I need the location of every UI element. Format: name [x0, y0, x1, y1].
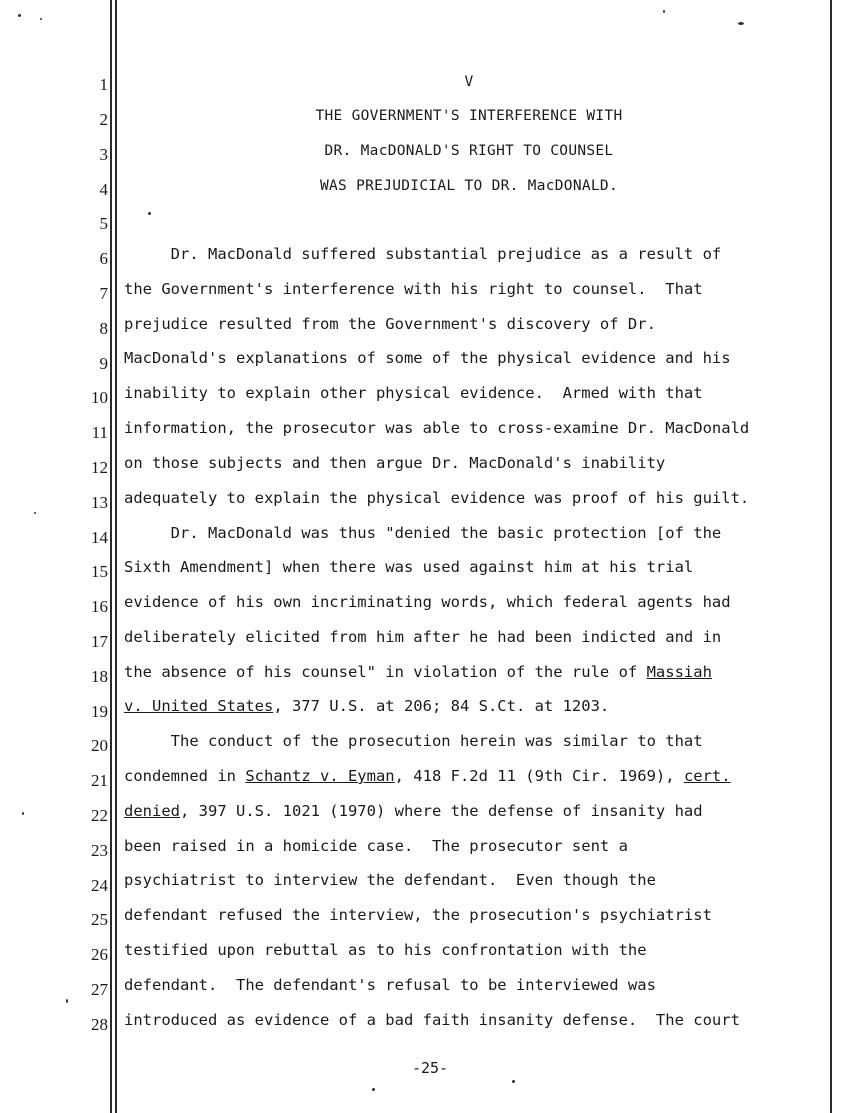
- body-line: The conduct of the prosecution herein was similar to that: [124, 732, 703, 750]
- body-line: testified upon rebuttal as to his confrontation with the: [124, 941, 647, 959]
- line-number: 25: [91, 910, 108, 929]
- line-number: 10: [91, 388, 108, 407]
- body-line: Dr. MacDonald suffered substantial prejudice as a result of: [124, 245, 722, 263]
- body-line: information, the prosecutor was able to cross-examine Dr. MacDonald: [124, 419, 750, 437]
- line-number: 26: [91, 945, 108, 964]
- body-text: , 397 U.S. 1021 (1970) where the defense of insanity had: [180, 802, 703, 820]
- body-line: [124, 801, 824, 821]
- body-line: defendant. The defendant's refusal to be interviewed was: [124, 976, 656, 994]
- scan-speck: [34, 512, 36, 514]
- line-number: 18: [91, 667, 108, 686]
- scan-speck: [148, 212, 151, 215]
- case-citation: Massiah: [646, 663, 712, 681]
- scan-speck: [512, 1080, 515, 1083]
- right-margin-rule: [830, 0, 832, 1113]
- case-citation: Schantz v. Eyman: [245, 767, 395, 785]
- left-margin-rule: [110, 0, 112, 1113]
- body-line: [124, 696, 824, 716]
- body-line: introduced as evidence of a bad faith insanity defense. The court: [124, 1011, 740, 1029]
- line-number: 6: [99, 249, 108, 268]
- scan-speck: [663, 10, 665, 13]
- body-line: evidence of his own incriminating words, which federal agents had: [124, 593, 731, 611]
- line-number: 16: [91, 597, 108, 616]
- body-line: Sixth Amendment] when there was used against him at his trial: [124, 558, 694, 576]
- body-line: the Government's interference with his right to counsel. That: [124, 280, 703, 298]
- line-number: 11: [91, 423, 108, 442]
- line-number: 22: [91, 806, 108, 825]
- section-heading-line: WAS PREJUDICIAL TO DR. MacDONALD.: [320, 178, 618, 194]
- line-number: 13: [91, 493, 108, 512]
- line-number: 28: [91, 1015, 108, 1034]
- body-text: , 418 F.2d 11 (9th Cir. 1969),: [394, 767, 684, 785]
- line-number: 23: [91, 841, 108, 860]
- line-number: 17: [91, 632, 108, 651]
- line-number: 19: [91, 702, 108, 721]
- body-line: been raised in a homicide case. The prosecutor sent a: [124, 837, 628, 855]
- body-line: adequately to explain the physical evidence was proof of his guilt.: [124, 489, 750, 507]
- body-line: [124, 662, 824, 682]
- body-line: defendant refused the interview, the prosecution's psychiatrist: [124, 906, 712, 924]
- page-number: -25-: [411, 1059, 449, 1077]
- body-line: MacDonald's explanations of some of the physical evidence and his: [124, 349, 731, 367]
- line-number: 12: [91, 458, 108, 477]
- body-line: inability to explain other physical evidence. Armed with that: [124, 384, 703, 402]
- citation-signal: cert.: [683, 767, 731, 785]
- body-line: [124, 766, 824, 786]
- line-number: 21: [91, 771, 108, 790]
- line-number: 8: [99, 319, 108, 338]
- line-number: 24: [91, 876, 108, 895]
- body-line: Dr. MacDonald was thus "denied the basic protection [of the: [124, 524, 722, 542]
- scan-speck: [18, 14, 21, 17]
- line-number: 20: [91, 736, 108, 755]
- body-text: condemned in: [124, 767, 246, 785]
- left-margin-rule-inner: [115, 0, 117, 1113]
- line-number: 4: [99, 180, 108, 199]
- scan-speck: [738, 22, 744, 25]
- section-heading-line: THE GOVERNMENT'S INTERFERENCE WITH: [315, 108, 623, 124]
- citation-signal: denied: [124, 802, 180, 820]
- body-line: prejudice resulted from the Government's discovery of Dr.: [124, 315, 656, 333]
- line-number: 15: [91, 562, 108, 581]
- line-number: 27: [91, 980, 108, 999]
- line-number: 2: [99, 110, 108, 129]
- line-number: 3: [99, 145, 108, 164]
- body-line: psychiatrist to interview the defendant. Even though the: [124, 871, 656, 889]
- line-number: 1: [99, 75, 108, 94]
- case-citation: v. United States: [124, 697, 274, 715]
- line-number: 7: [99, 284, 108, 303]
- scan-speck: [22, 812, 24, 815]
- section-number: V: [464, 74, 474, 90]
- body-line: on those subjects and then argue Dr. MacDonald's inability: [124, 454, 666, 472]
- line-number: 14: [91, 528, 108, 547]
- body-line: deliberately elicited from him after he had been indicted and in: [124, 628, 722, 646]
- line-number: 9: [99, 354, 108, 373]
- body-text: , 377 U.S. at 206; 84 S.Ct. at 1203.: [273, 697, 610, 715]
- section-heading-line: DR. MacDONALD'S RIGHT TO COUNSEL: [324, 143, 614, 159]
- scan-speck: [372, 1088, 375, 1091]
- line-number: 5: [99, 214, 108, 233]
- body-text: the absence of his counsel" in violation of the rule of: [124, 663, 647, 681]
- scan-speck: [40, 18, 42, 20]
